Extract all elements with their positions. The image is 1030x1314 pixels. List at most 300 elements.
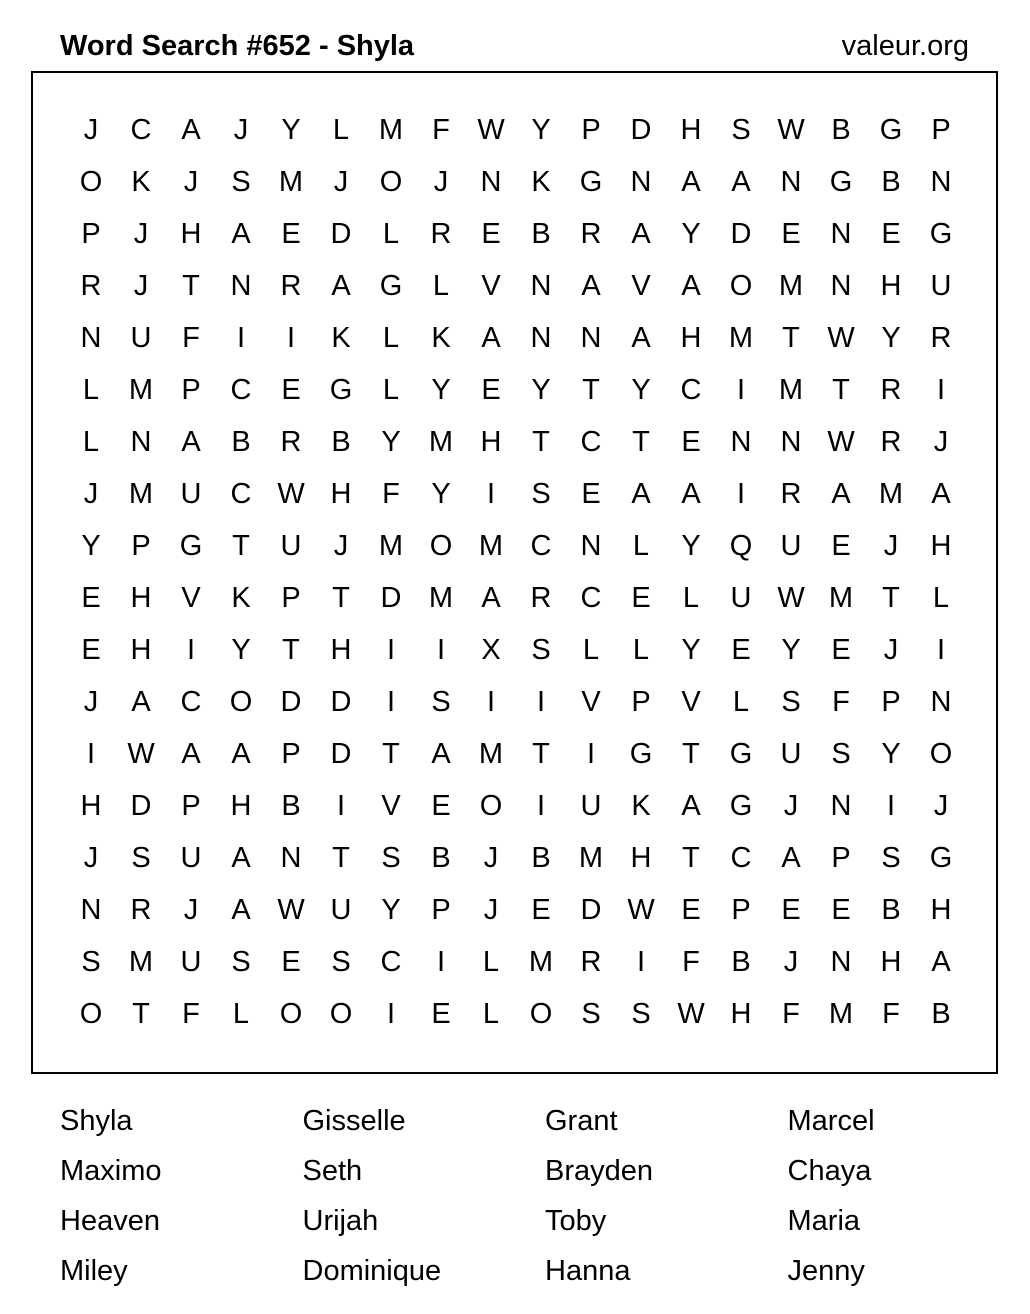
grid-cell: H (680, 321, 702, 354)
grid-cell: I (886, 789, 896, 822)
grid-cell: E (831, 633, 851, 666)
grid-cell: N (80, 321, 102, 354)
grid-cell: I (936, 633, 946, 666)
grid-cell: P (281, 581, 301, 614)
grid-cell: I (386, 633, 396, 666)
grid-cell: R (80, 269, 102, 302)
grid-cell: M (128, 477, 154, 510)
grid-cell: B (931, 997, 951, 1030)
grid-cell: H (930, 893, 952, 926)
grid-cell: Y (231, 633, 251, 666)
grid-cell: O (379, 165, 403, 198)
grid-cell: M (428, 581, 454, 614)
grid-cell: E (481, 217, 501, 250)
grid-cell: I (536, 685, 546, 718)
grid-cell: T (232, 529, 250, 562)
grid-cell: E (631, 581, 651, 614)
word-list-item: Urijah (302, 1205, 379, 1237)
grid-cell: S (881, 841, 901, 874)
grid-cell: S (231, 165, 251, 198)
grid-cell: R (280, 269, 302, 302)
grid-cell: P (431, 893, 451, 926)
grid-cell: T (332, 841, 350, 874)
word-list-item: Maria (787, 1205, 861, 1237)
grid-cell: U (730, 581, 752, 614)
grid-cell: M (528, 945, 554, 978)
grid-cell: H (330, 633, 352, 666)
grid-cell: N (830, 789, 852, 822)
grid-cell: K (431, 321, 451, 354)
grid-cell: L (382, 321, 400, 354)
grid-cell: U (580, 789, 602, 822)
grid-cell: S (581, 997, 601, 1030)
grid-cell: G (329, 373, 353, 406)
grid-cell: J (133, 217, 149, 250)
grid-cell: A (181, 425, 201, 458)
grid-cell: R (880, 373, 902, 406)
grid-cell: E (281, 217, 301, 250)
grid-cell: O (729, 269, 753, 302)
grid-cell: M (128, 373, 154, 406)
grid-cell: A (331, 269, 351, 302)
grid-cell: Y (881, 321, 901, 354)
grid-cell: S (631, 997, 651, 1030)
grid-cell: T (682, 737, 700, 770)
word-list-item: Grant (545, 1105, 618, 1137)
grid-cell: A (631, 477, 651, 510)
grid-cell: S (731, 113, 751, 146)
grid-cell: L (382, 217, 400, 250)
grid-cell: N (480, 165, 502, 198)
grid-cell: Y (681, 217, 701, 250)
grid-cell: A (231, 737, 251, 770)
grid-cell: P (731, 893, 751, 926)
grid-cell: A (681, 789, 701, 822)
grid-cell: M (578, 841, 604, 874)
grid-cell: U (330, 893, 352, 926)
word-list-item: Seth (302, 1155, 363, 1187)
grid-cell: M (828, 581, 854, 614)
grid-cell: F (382, 477, 400, 510)
grid-cell: H (130, 633, 152, 666)
grid-cell: J (783, 789, 799, 822)
grid-cell: C (180, 685, 202, 718)
grid-cell: E (531, 893, 551, 926)
grid-cell: C (580, 581, 602, 614)
grid-cell: H (680, 113, 702, 146)
grid-cell: O (79, 165, 103, 198)
grid-cell: N (930, 685, 952, 718)
word-list-item: Jenny (787, 1255, 865, 1287)
grid-cell: G (879, 113, 903, 146)
grid-cell: N (530, 269, 552, 302)
grid-cell: M (278, 165, 304, 198)
grid-cell: A (681, 477, 701, 510)
word-list-item: Dominique (302, 1255, 442, 1287)
grid-cell: A (231, 217, 251, 250)
grid-cell: R (580, 217, 602, 250)
grid-cell: E (731, 633, 751, 666)
grid-cell: T (282, 633, 300, 666)
grid-cell: S (531, 477, 551, 510)
grid-cell: J (233, 113, 249, 146)
grid-cell: I (486, 477, 496, 510)
grid-cell: E (681, 425, 701, 458)
grid-cell: C (730, 841, 752, 874)
grid-cell: Y (431, 373, 451, 406)
grid-cell: L (682, 581, 700, 614)
grid-cell: N (580, 321, 602, 354)
grid-cell: H (930, 529, 952, 562)
grid-cell: T (532, 425, 550, 458)
grid-cell: P (181, 373, 201, 406)
grid-cell: M (878, 477, 904, 510)
grid-cell: W (627, 893, 655, 926)
grid-cell: A (631, 217, 651, 250)
grid-cell: N (780, 165, 802, 198)
grid-cell: V (681, 685, 701, 718)
grid-cell: O (429, 529, 453, 562)
grid-cell: L (232, 997, 250, 1030)
grid-cell: T (682, 841, 700, 874)
grid-cell: D (330, 685, 352, 718)
grid-cell: Y (431, 477, 451, 510)
grid-cell: R (580, 945, 602, 978)
grid-cell: N (830, 945, 852, 978)
grid-cell: L (82, 373, 100, 406)
grid-cell: Y (81, 529, 101, 562)
grid-cell: R (780, 477, 802, 510)
grid-cell: Y (531, 113, 551, 146)
grid-cell: R (530, 581, 552, 614)
grid-cell: E (831, 893, 851, 926)
grid-cell: M (778, 269, 804, 302)
grid-cell: C (580, 425, 602, 458)
grid-cell: G (379, 269, 403, 302)
grid-cell: D (280, 685, 302, 718)
puzzle-box (31, 71, 998, 1074)
grid-cell: W (277, 893, 305, 926)
grid-cell: S (381, 841, 401, 874)
site-name: valeur.org (841, 30, 969, 62)
word-list-item: Shyla (60, 1105, 133, 1137)
grid-cell: T (632, 425, 650, 458)
grid-cell: G (729, 789, 753, 822)
grid-cell: B (731, 945, 751, 978)
grid-cell: D (630, 113, 652, 146)
grid-cell: Y (781, 633, 801, 666)
grid-cell: S (81, 945, 101, 978)
grid-cell: F (682, 945, 700, 978)
grid-cell: F (832, 685, 850, 718)
grid-cell: S (431, 685, 451, 718)
grid-cell: I (436, 945, 446, 978)
grid-cell: B (531, 217, 551, 250)
grid-cell: J (933, 789, 949, 822)
grid-cell: C (230, 477, 252, 510)
grid-cell: V (381, 789, 401, 822)
grid-cell: N (730, 425, 752, 458)
grid-cell: D (580, 893, 602, 926)
grid-cell: O (229, 685, 253, 718)
grid-cell: J (183, 165, 199, 198)
grid-cell: T (532, 737, 550, 770)
grid-cell: I (436, 633, 446, 666)
grid-cell: L (432, 269, 450, 302)
grid-cell: H (480, 425, 502, 458)
grid-cell: A (781, 841, 801, 874)
grid-cell: Y (881, 737, 901, 770)
grid-cell: O (329, 997, 353, 1030)
grid-cell: A (631, 321, 651, 354)
grid-cell: O (529, 997, 553, 1030)
grid-cell: U (780, 737, 802, 770)
word-list-item: Miley (60, 1255, 128, 1287)
grid-cell: P (81, 217, 101, 250)
grid-cell: H (630, 841, 652, 874)
word-list (60, 1096, 1020, 1296)
grid-cell: L (482, 945, 500, 978)
grid-cell: H (880, 945, 902, 978)
grid-cell: C (230, 373, 252, 406)
grid-cell: L (382, 373, 400, 406)
grid-cell: B (231, 425, 251, 458)
grid-cell: I (336, 789, 346, 822)
grid-cell: I (486, 685, 496, 718)
grid-cell: I (536, 789, 546, 822)
word-list-item: Brayden (545, 1155, 654, 1187)
grid-cell: Y (681, 529, 701, 562)
grid-cell: E (781, 893, 801, 926)
grid-cell: S (531, 633, 551, 666)
word-list-item: Toby (545, 1205, 607, 1237)
grid-cell: T (382, 737, 400, 770)
grid-cell: R (130, 893, 152, 926)
grid-cell: M (378, 113, 404, 146)
grid-cell: B (881, 165, 901, 198)
grid-cell: I (386, 997, 396, 1030)
grid-cell: M (478, 529, 504, 562)
grid-cell: E (431, 997, 451, 1030)
grid-cell: H (180, 217, 202, 250)
grid-cell: Y (531, 373, 551, 406)
grid-cell: I (186, 633, 196, 666)
grid-cell: R (280, 425, 302, 458)
grid-cell: S (781, 685, 801, 718)
grid-cell: I (386, 685, 396, 718)
grid-cell: E (781, 217, 801, 250)
grid-cell: J (83, 685, 99, 718)
grid-cell: U (130, 321, 152, 354)
grid-cell: U (780, 529, 802, 562)
grid-cell: G (179, 529, 203, 562)
grid-cell: Y (381, 893, 401, 926)
grid-cell: V (181, 581, 201, 614)
grid-cell: E (831, 529, 851, 562)
grid-cell: E (431, 789, 451, 822)
grid-cell: A (681, 269, 701, 302)
grid-cell: C (130, 113, 152, 146)
grid-cell: N (530, 321, 552, 354)
grid-cell: M (478, 737, 504, 770)
grid-cell: Y (681, 633, 701, 666)
grid-cell: U (180, 945, 202, 978)
grid-cell: D (330, 217, 352, 250)
grid-cell: J (883, 633, 899, 666)
grid-cell: P (831, 841, 851, 874)
grid-cell: N (780, 425, 802, 458)
grid-cell: J (433, 165, 449, 198)
grid-cell: F (182, 321, 200, 354)
grid-cell: A (931, 945, 951, 978)
grid-cell: H (330, 477, 352, 510)
grid-cell: N (930, 165, 952, 198)
grid-cell: P (631, 685, 651, 718)
grid-cell: P (931, 113, 951, 146)
grid-cell: O (279, 997, 303, 1030)
grid-cell: H (730, 997, 752, 1030)
grid-cell: W (827, 425, 855, 458)
grid-cell: L (932, 581, 950, 614)
grid-cell: W (777, 113, 805, 146)
grid-cell: A (581, 269, 601, 302)
grid-cell: R (880, 425, 902, 458)
grid-cell: X (481, 633, 501, 666)
grid-cell: B (281, 789, 301, 822)
grid-cell: M (378, 529, 404, 562)
grid-cell: F (782, 997, 800, 1030)
grid-cell: N (130, 425, 152, 458)
grid-cell: M (728, 321, 754, 354)
letter-grid (66, 104, 966, 1040)
grid-cell: K (331, 321, 351, 354)
grid-cell: S (231, 945, 251, 978)
page-title: Word Search #652 - Shyla (60, 30, 415, 62)
grid-cell: B (831, 113, 851, 146)
grid-cell: T (782, 321, 800, 354)
grid-cell: I (936, 373, 946, 406)
grid-cell: L (82, 425, 100, 458)
grid-cell: F (182, 997, 200, 1030)
grid-cell: U (180, 841, 202, 874)
grid-cell: W (477, 113, 505, 146)
grid-cell: A (481, 581, 501, 614)
grid-cell: W (277, 477, 305, 510)
grid-cell: D (730, 217, 752, 250)
grid-cell: N (830, 269, 852, 302)
grid-cell: K (631, 789, 651, 822)
grid-cell: A (231, 841, 251, 874)
grid-cell: B (881, 893, 901, 926)
grid-cell: O (79, 997, 103, 1030)
grid-cell: Y (381, 425, 401, 458)
grid-cell: J (183, 893, 199, 926)
grid-cell: T (882, 581, 900, 614)
grid-cell: R (430, 217, 452, 250)
grid-cell: U (280, 529, 302, 562)
grid-cell: I (736, 477, 746, 510)
word-list-item: Chaya (787, 1155, 872, 1187)
grid-cell: W (827, 321, 855, 354)
grid-cell: G (579, 165, 603, 198)
grid-cell: A (131, 685, 151, 718)
grid-cell: P (581, 113, 601, 146)
grid-cell: J (483, 841, 499, 874)
grid-cell: I (736, 373, 746, 406)
grid-cell: V (631, 269, 651, 302)
grid-cell: N (630, 165, 652, 198)
grid-cell: E (881, 217, 901, 250)
grid-cell: J (333, 529, 349, 562)
grid-cell: L (332, 113, 350, 146)
word-list-item: Heaven (60, 1205, 160, 1237)
grid-cell: A (481, 321, 501, 354)
grid-cell: W (677, 997, 705, 1030)
grid-cell: L (482, 997, 500, 1030)
grid-cell: G (629, 737, 653, 770)
grid-cell: T (132, 997, 150, 1030)
grid-cell: M (778, 373, 804, 406)
grid-cell: U (930, 269, 952, 302)
grid-cell: E (481, 373, 501, 406)
grid-cell: E (581, 477, 601, 510)
grid-cell: N (80, 893, 102, 926)
grid-cell: M (428, 425, 454, 458)
grid-cell: P (181, 789, 201, 822)
word-list-item: Hanna (545, 1255, 631, 1287)
grid-cell: A (681, 165, 701, 198)
grid-cell: N (280, 841, 302, 874)
grid-cell: G (829, 165, 853, 198)
grid-cell: J (783, 945, 799, 978)
grid-cell: V (581, 685, 601, 718)
grid-cell: D (330, 737, 352, 770)
grid-cell: M (128, 945, 154, 978)
grid-cell: C (530, 529, 552, 562)
grid-cell: D (380, 581, 402, 614)
grid-cell: L (632, 633, 650, 666)
grid-cell: E (81, 581, 101, 614)
grid-cell: L (582, 633, 600, 666)
grid-cell: J (83, 113, 99, 146)
grid-cell: C (380, 945, 402, 978)
grid-cell: D (130, 789, 152, 822)
grid-cell: T (582, 373, 600, 406)
grid-cell: O (479, 789, 503, 822)
grid-cell: A (231, 893, 251, 926)
grid-cell: I (586, 737, 596, 770)
grid-cell: B (331, 425, 351, 458)
grid-cell: H (130, 581, 152, 614)
grid-cell: J (133, 269, 149, 302)
grid-cell: J (83, 477, 99, 510)
word-list-item: Marcel (787, 1105, 875, 1137)
grid-cell: S (831, 737, 851, 770)
grid-cell: J (933, 425, 949, 458)
grid-cell: I (236, 321, 246, 354)
grid-cell: P (881, 685, 901, 718)
grid-cell: U (180, 477, 202, 510)
grid-cell: J (483, 893, 499, 926)
grid-cell: J (883, 529, 899, 562)
grid-cell: R (930, 321, 952, 354)
grid-cell: E (681, 893, 701, 926)
grid-cell: N (580, 529, 602, 562)
grid-cell: H (80, 789, 102, 822)
grid-cell: K (231, 581, 251, 614)
grid-cell: M (828, 997, 854, 1030)
grid-cell: A (931, 477, 951, 510)
